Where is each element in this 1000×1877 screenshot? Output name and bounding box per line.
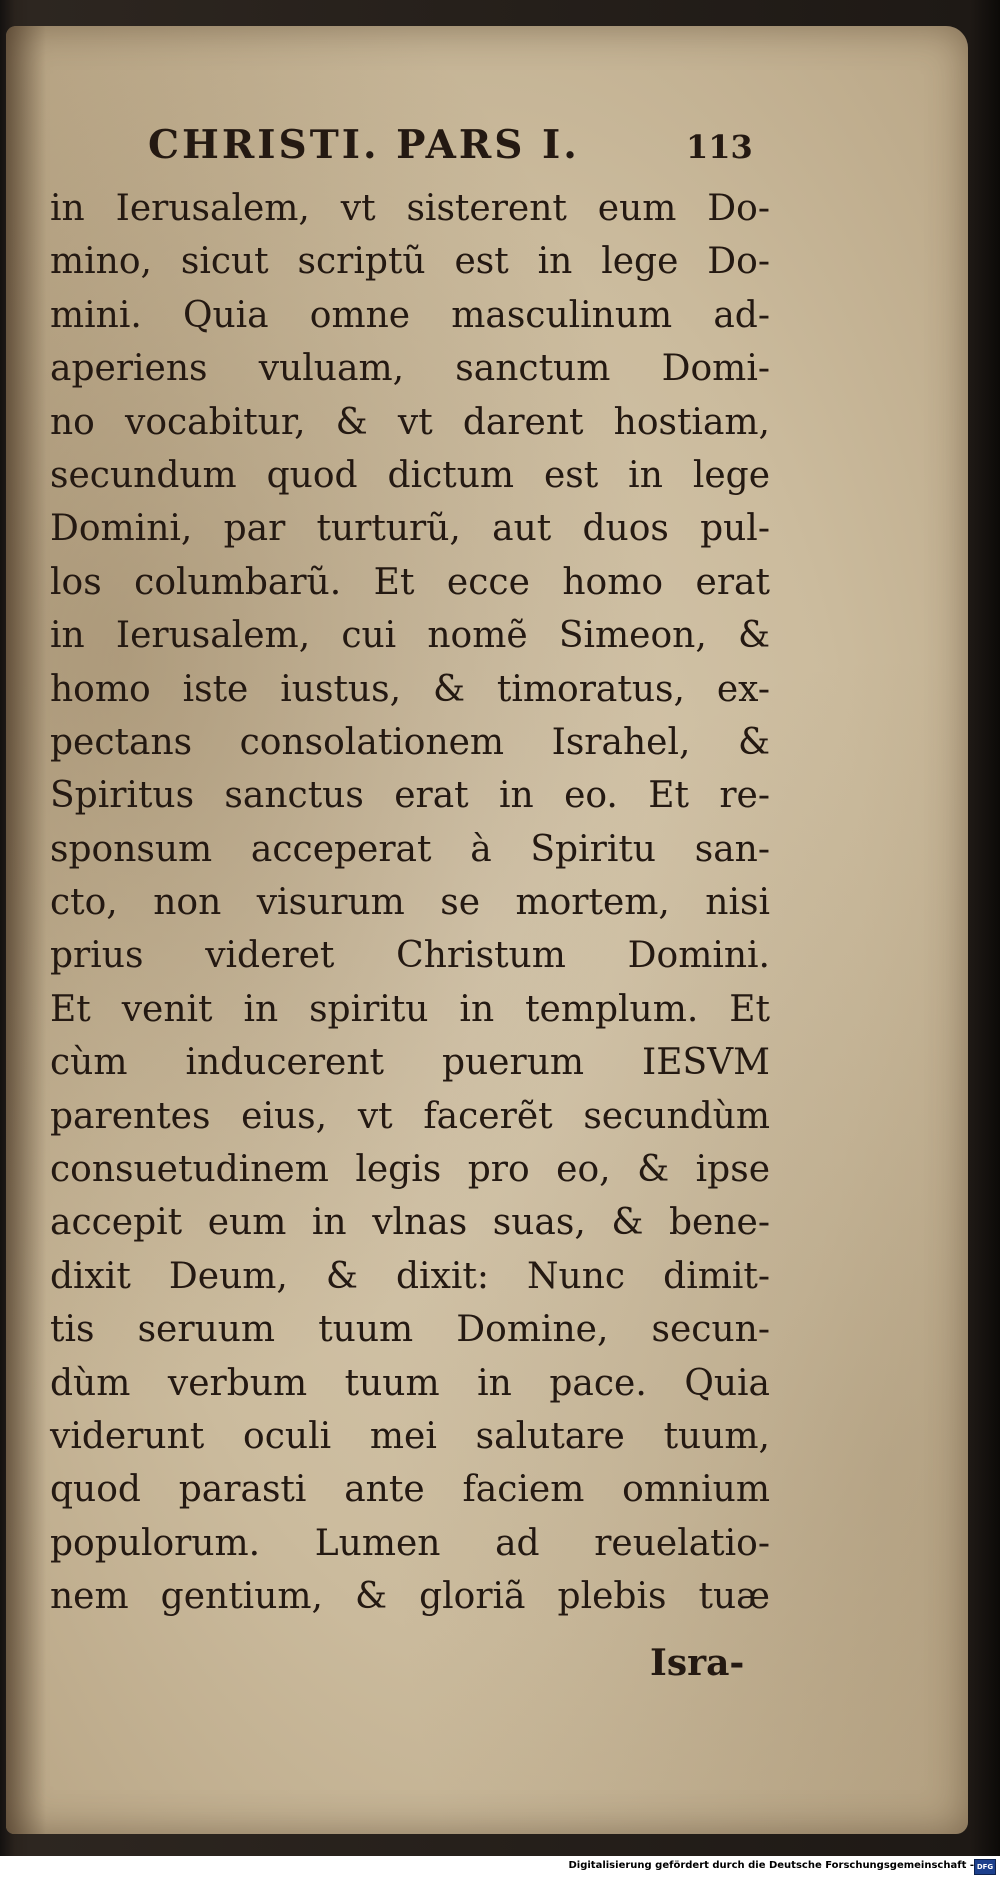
running-title: CHRISTI. PARS I. — [148, 122, 580, 168]
catchword: Isra- — [650, 1642, 745, 1684]
text-line: los columbarũ. Et ecce homo erat — [50, 561, 770, 603]
text-line: Et venit in spiritu in templum. Et — [50, 988, 770, 1030]
funding-credit: Digitalisierung gefördert durch die Deutsche Forschungsgemeinschaft - — [568, 1860, 974, 1871]
text-line: homo iste iustus, & timoratus, ex- — [50, 668, 770, 710]
text-line: cùm inducerent puerum IESVM — [50, 1042, 770, 1084]
text-line: dùm verbum tuum in pace. Quia — [50, 1362, 770, 1404]
text-line: populorum. Lumen ad reuelatio- — [50, 1522, 770, 1564]
text-line: consuetudinem legis pro eo, & ipse — [50, 1149, 770, 1191]
text-line: sponsum acceperat à Spiritu san- — [50, 828, 770, 870]
text-line: mino, sicut scriptũ est in lege Do- — [50, 241, 770, 283]
body-text — [50, 182, 770, 1624]
text-line: pectans consolationem Israhel, & — [50, 721, 770, 763]
text-line: prius videret Christum Domini. — [50, 935, 770, 977]
text-line: aperiens vuluam, sanctum Domi- — [50, 348, 770, 390]
text-block — [50, 118, 770, 1684]
text-line: tis seruum tuum Domine, secun- — [50, 1309, 770, 1351]
text-line: no vocabitur, & vt darent hostiam, — [50, 401, 770, 443]
dfg-logo-icon: DFG — [974, 1859, 996, 1875]
text-line: Spiritus sanctus erat in eo. Et re- — [50, 775, 770, 817]
text-line: quod parasti ante faciem omnium — [50, 1469, 770, 1511]
page-number: 113 — [686, 128, 753, 166]
spine-shadow — [6, 26, 46, 1834]
text-line: Domini, par turturũ, aut duos pul- — [50, 508, 770, 550]
text-line: mini. Quia omne masculinum ad- — [50, 294, 770, 336]
text-line: accepit eum in vlnas suas, & bene- — [50, 1202, 770, 1244]
running-head — [50, 118, 770, 182]
text-line: nem gentium, & gloriã plebis tuæ — [50, 1576, 770, 1618]
digitization-footer — [0, 1856, 1000, 1877]
text-line: parentes eius, vt facerẽt secundùm — [50, 1095, 770, 1137]
paper-leaf — [6, 26, 968, 1834]
text-line: secundum quod dictum est in lege — [50, 454, 770, 496]
text-line: viderunt oculi mei salutare tuum, — [50, 1415, 770, 1457]
text-line: dixit Deum, & dixit: Nunc dimit- — [50, 1255, 770, 1297]
text-line: in Ierusalem, cui nomẽ Simeon, & — [50, 615, 770, 657]
text-line: cto, non visurum se mortem, nisi — [50, 882, 770, 924]
text-line: in Ierusalem, vt sisterent eum Do- — [50, 188, 770, 229]
